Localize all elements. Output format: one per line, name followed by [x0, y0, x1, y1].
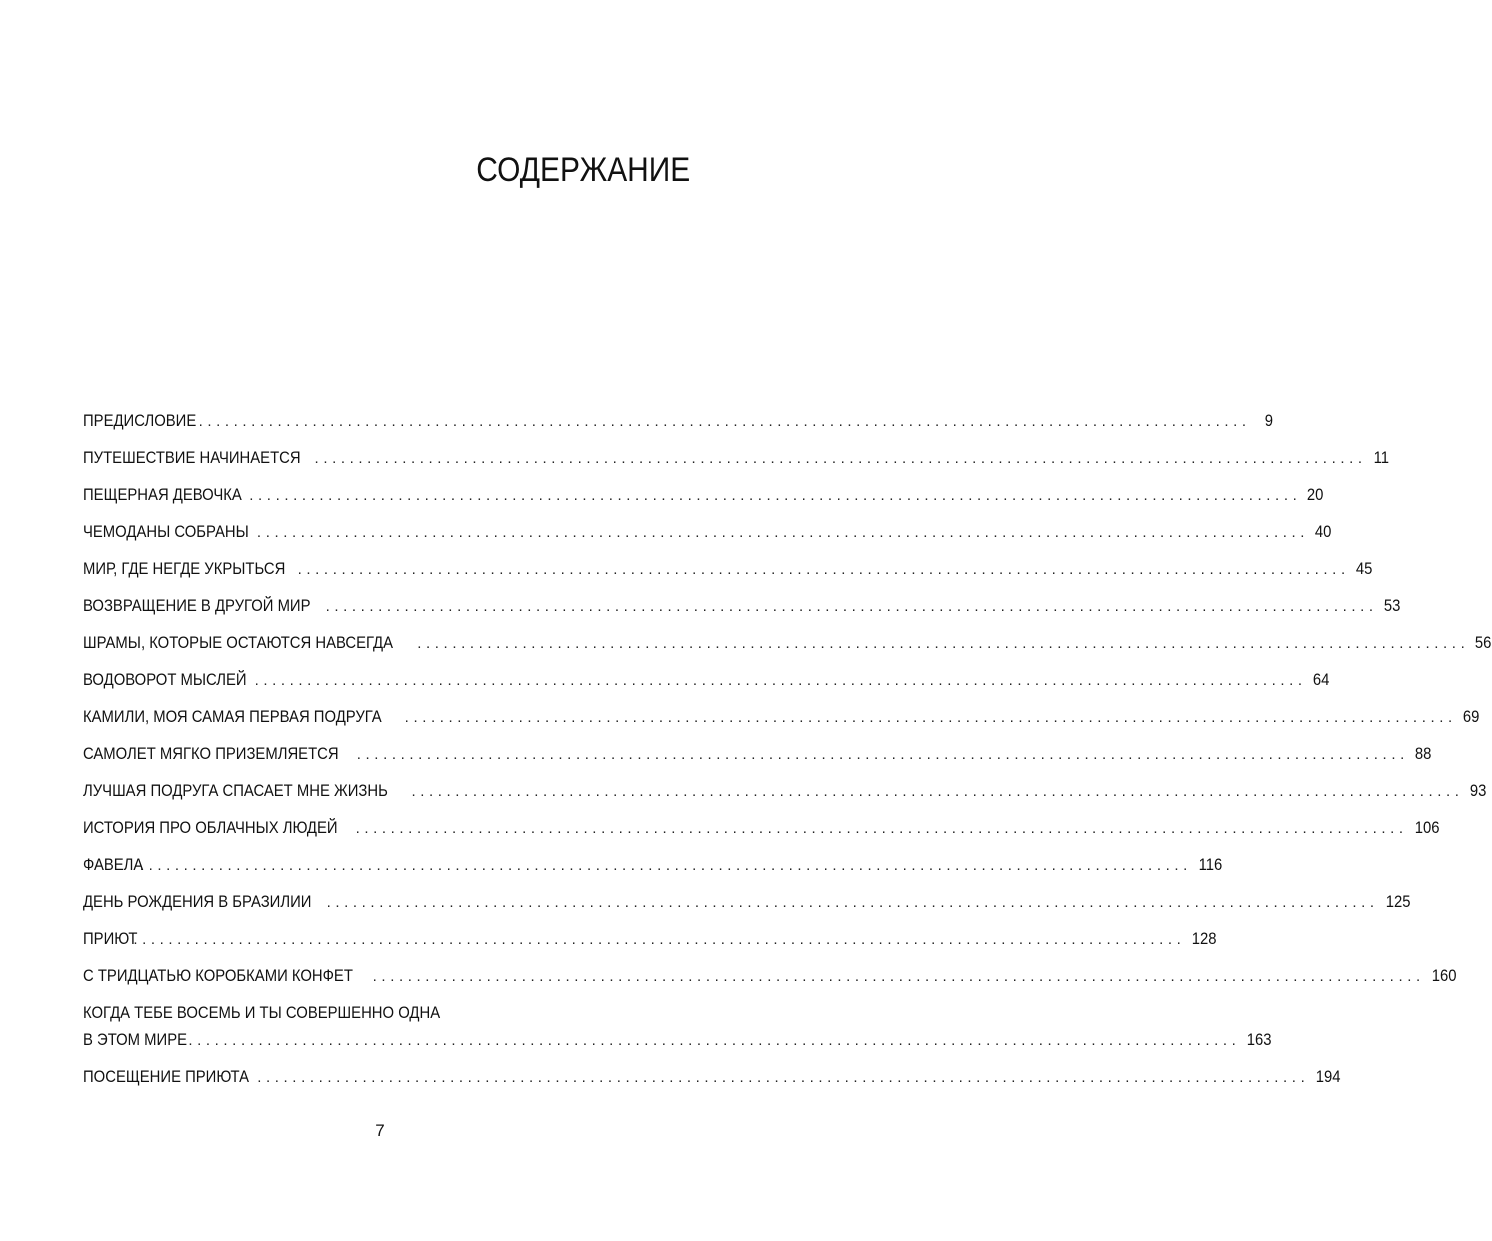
toc-entry-title: ПУТЕШЕСТВИЕ НАЧИНАЕТСЯ [83, 449, 301, 467]
toc-entry-page: 125 [1385, 893, 1411, 911]
toc-entry-title: С ТРИДЦАТЬЮ КОРОБКАМИ КОНФЕТ [83, 967, 353, 985]
toc-entry-page: 20 [1307, 486, 1324, 504]
toc-dot-leader: ........................................................................................................................ [249, 487, 1302, 504]
toc-entry-page: 56 [1475, 634, 1492, 652]
toc-entry-title: ПОСЕЩЕНИЕ ПРИЮТА [83, 1068, 250, 1086]
toc-entry-title: ДЕНЬ РОЖДЕНИЯ В БРАЗИЛИИ [83, 893, 312, 911]
toc-entry-page: 128 [1192, 930, 1217, 948]
toc-entry-title: ВОЗВРАЩЕНИЕ В ДРУГОЙ МИР [83, 597, 311, 615]
toc-entry [83, 595, 1401, 618]
toc-entry-title: МИР, ГДЕ НЕГДЕ УКРЫТЬСЯ [83, 560, 286, 578]
toc-entry-title: ВОДОВОРОТ МЫСЛЕЙ [83, 671, 247, 689]
toc-entry-page: 64 [1312, 671, 1330, 689]
toc-dot-leader: ........................................................................................................................ [326, 894, 1379, 911]
toc-entry [83, 928, 1217, 951]
toc-entry [83, 706, 1480, 729]
toc-dot-leader: ........................................................................................................................ [188, 1032, 1241, 1049]
toc-entry-page: 69 [1462, 708, 1480, 726]
toc-entry [83, 484, 1324, 507]
toc-entry-page: 116 [1198, 856, 1223, 874]
toc-dot-leader: ........................................................................................................................ [297, 561, 1350, 578]
toc-entry-page: 163 [1247, 1031, 1272, 1049]
toc-entry [83, 521, 1332, 544]
toc-entry-page: 160 [1431, 967, 1457, 985]
toc-entry-title: ПРЕДИСЛОВИЕ [83, 412, 197, 430]
toc-entry-page: 45 [1355, 560, 1373, 578]
toc-dot-leader: ........................................................................................................................ [404, 709, 1457, 726]
toc-entry [83, 1002, 1272, 1052]
page-number: 7 [375, 1121, 385, 1140]
page-title: СОДЕРЖАНИЕ [475, 151, 690, 189]
toc-entry-title: САМОЛЕТ МЯГКО ПРИЗЕМЛЯЕТСЯ [83, 745, 339, 763]
toc-entry [83, 817, 1440, 840]
toc-entry [83, 558, 1373, 581]
table-of-contents [83, 410, 1492, 1103]
toc-entry-title: В ЭТОМ МИРЕ [83, 1031, 188, 1049]
toc-entry [83, 632, 1492, 655]
toc-entry [83, 447, 1389, 470]
toc-entry-page: 40 [1314, 523, 1332, 541]
toc-entry-page: 9 [1264, 412, 1273, 430]
toc-entry-title: ПРИЮТ [83, 930, 138, 948]
toc-dot-leader: ........................................................................................................................ [254, 672, 1307, 689]
toc-dot-leader: ........................................................................................................................ [314, 450, 1367, 467]
toc-dot-leader: ........................................................................................................................ [133, 931, 1186, 948]
toc-dot-leader: ........................................................................................................................ [356, 746, 1409, 763]
toc-entry-title: ЧЕМОДАНЫ СОБРАНЫ [83, 523, 249, 541]
toc-entry-page: 93 [1469, 782, 1486, 800]
toc-entry [83, 743, 1432, 766]
toc-entry-title-line1: КОГДА ТЕБЕ ВОСЕМЬ И ТЫ СОВЕРШЕННО ОДНА [83, 1004, 441, 1022]
toc-dot-leader: ........................................................................................................................ [411, 783, 1464, 800]
toc-entry [83, 669, 1330, 692]
toc-entry-page: 194 [1316, 1068, 1341, 1086]
toc-entry-title: ШРАМЫ, КОТОРЫЕ ОСТАЮТСЯ НАВСЕГДА [83, 634, 394, 652]
toc-entry [83, 854, 1223, 877]
toc-entry-title: КАМИЛИ, МОЯ САМАЯ ПЕРВАЯ ПОДРУГА [83, 708, 382, 726]
toc-entry [83, 1066, 1341, 1089]
toc-entry [83, 965, 1457, 988]
toc-entry [83, 780, 1486, 803]
toc-entry-title: ЛУЧШАЯ ПОДРУГА СПАСАЕТ МНЕ ЖИЗНЬ [83, 782, 388, 800]
toc-dot-leader: ........................................................................................................................ [198, 413, 1251, 430]
toc-dot-leader: ........................................................................................................................ [139, 857, 1192, 874]
toc-dot-leader: ........................................................................................................................ [355, 820, 1408, 837]
toc-dot-leader: ........................................................................................................................ [417, 635, 1470, 652]
toc-entry [83, 410, 1273, 433]
toc-entry [83, 891, 1411, 914]
toc-entry-page: 53 [1383, 597, 1401, 615]
toc-dot-leader: ........................................................................................................................ [325, 598, 1378, 615]
toc-entry-title: ПЕЩЕРНАЯ ДЕВОЧКА [83, 486, 242, 504]
toc-dot-leader: ........................................................................................................................ [257, 1069, 1310, 1086]
toc-entry-page: 106 [1414, 819, 1440, 837]
toc-entry-title: ФАВЕЛА [83, 856, 144, 874]
toc-dot-leader: ........................................................................................................................ [372, 968, 1425, 985]
toc-entry-title: ИСТОРИЯ ПРО ОБЛАЧНЫХ ЛЮДЕЙ [83, 819, 338, 837]
toc-entry-page: 11 [1373, 449, 1389, 467]
toc-dot-leader: ........................................................................................................................ [256, 524, 1310, 541]
toc-entry-page: 88 [1414, 745, 1432, 763]
